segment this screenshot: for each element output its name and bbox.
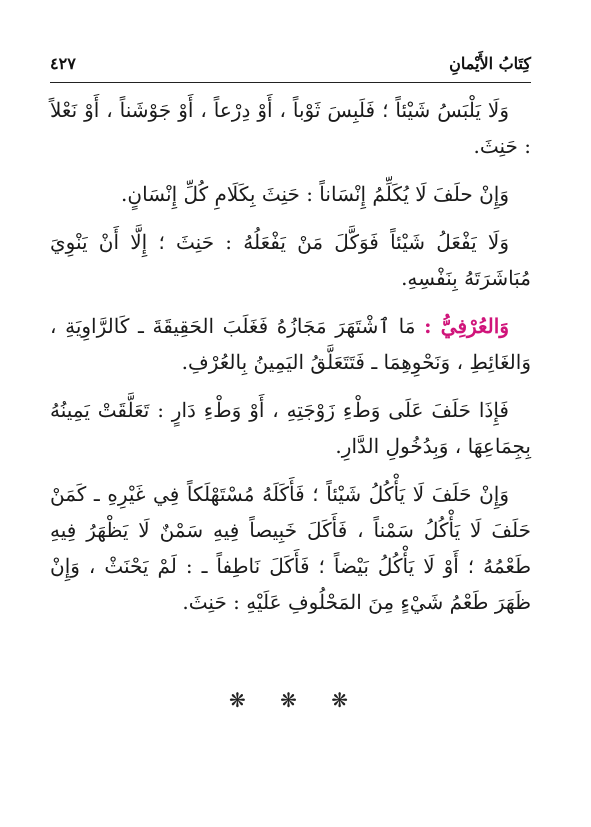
paragraph-eating: وَإِنْ حَلَفَ لَا يَأْكُلُ شَيْئاً ؛ فَأَكَلَهُ مُسْتَهْلَكاً فِي غَيْرِهِ ـ كَمَنْ حَلَفَ لَا يَأْكُلُ سَمْناً ، فَأَكَلَ خَبِيصاً فِيهِ سَمْنٌ لَا يَظْهَرُ فِيهِ طَعْمُهُ ؛ أَوْ لَا يَأْكُلُ بَيْضاً ؛ فَأَكَلَ نَاطِفاً ـ : لَمْ يَحْنَثْ ، وَإِنْ ظَهَرَ طَعْمُ شَيْءٍ مِنَ المَحْلُوفِ عَلَيْهِ : حَنِثَ.: [50, 482, 531, 614]
running-title: كِتَابُ الأَيْمانِ: [449, 54, 531, 73]
paragraph-doing: وَلَا يَفْعَلُ شَيْئاً فَوَكَّلَ مَنْ يَفْعَلُهُ : حَنِثَ ؛ إِلَّا أَنْ يَنْوِيَ مُبَاشَرَتَهُ بِنَفْسِهِ.: [50, 230, 531, 290]
paragraph-clothing: وَلَا يَلْبَسُ شَيْئاً ؛ فَلَبِسَ ثَوْباً ، أَوْ دِرْعاً ، أَوْ جَوْشَناً ، أَوْ نَعْلاً : حَنِثَ.: [50, 98, 531, 158]
paragraph-speaking: وَإِنْ حلَفَ لَا يُكَلِّمُ إِنْسَاناً : حَنِثَ بِكَلَامِ كُلِّ إِنْسَانٍ.: [121, 182, 509, 206]
paragraph-intercourse: فَإِذَا حَلَفَ عَلَى وَطْءِ زَوْجَتِهِ ، أَوْ وَطْءِ دَارٍ : تَعَلَّقَتْ يَمِينُهُ بِجِمَاعِهَا ، وَبِدُخُولِ الدَّارِ.: [50, 398, 531, 458]
body-text: [50, 92, 531, 632]
page-header: [50, 52, 531, 83]
definition-term: وَالعُرْفِيُّ :: [424, 314, 509, 338]
section-separator: ❋ ❋ ❋: [229, 688, 362, 712]
paragraph-definition: [50, 308, 531, 380]
page-number: ٤٢٧: [50, 54, 76, 73]
definition-text: مَا ٱشْتَهَرَ مَجَازُهُ فَغَلَبَ الحَقِيقَةَ ـ كَالرَّاوِيَةِ ، وَالغَائِطِ ، وَنَحْوِهِمَا ـ فَتَتَعَلَّقُ اليَمِينُ بِالعُرْفِ.: [50, 314, 531, 374]
